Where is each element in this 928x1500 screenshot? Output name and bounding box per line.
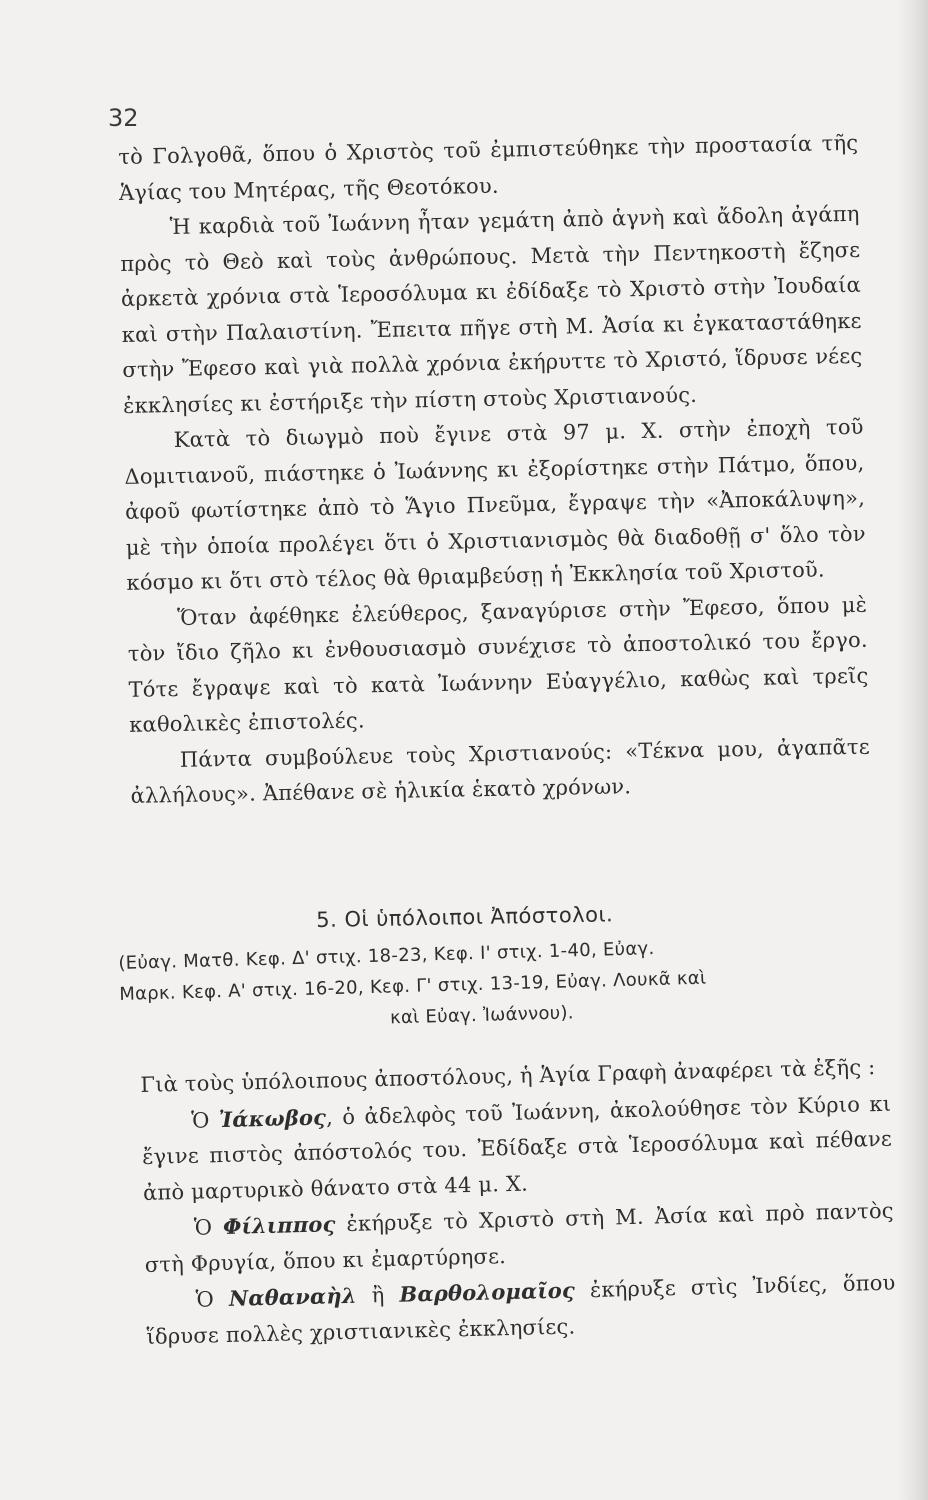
page-edge-shadow: [898, 0, 928, 1500]
reference-line: (Εὐαγ. Ματθ. Κεφ. Δ' στιχ. 18-23, Κεφ. Ι' στιχ. 1-40, Εὐαγ.: [118, 938, 655, 974]
main-text: [118, 126, 871, 815]
intro-paragraph: Γιὰ τοὺς ὑπόλοιπους ἀποστόλους, ἡ Ἁγία Γραφὴ ἀναφέρει τὰ ἑξῆς :: [140, 1055, 876, 1097]
apostle-text: ἐκήρυξε τὸ Χριστὸ στὴ Μ. Ἀσία καὶ πρὸ παντὸς στὴ Φρυγία, ὅπου κι ἐμαρτύρησε.: [144, 1198, 895, 1277]
section-heading: 5. Οἱ ὑπόλοιποι Ἀπόστολοι.: [316, 902, 614, 932]
apostle-name: Ναθαναὴλ: [228, 1282, 358, 1311]
reference-line: Μαρκ. Κεφ. Α' στιχ. 16-20, Κεφ. Γ' στιχ. 13-19, Εὐαγ. Λουκᾶ καὶ: [119, 967, 707, 1005]
apostle-prefix: Ὁ: [195, 1286, 230, 1312]
apostle-name: Ἰάκωβος: [218, 1103, 327, 1132]
apostle-prefix: Ὁ: [193, 1215, 224, 1240]
paragraph: τὸ Γολγοθᾶ, ὅπου ὁ Χριστὸς τοῦ ἐμπιστεύθηκε τὴν προστασία τῆς Ἁγίας του Μητέρας, τῆς Θεοτόκου.: [118, 130, 859, 205]
apostle-text: ἐκήρυξε στὶς Ἰνδίες, ὅπου ἵδρυσε πολλὲς χριστιανικὲς ἐκκλησίες.: [146, 1270, 896, 1349]
paragraph: Ὅταν ἀφέθηκε ἐλεύθερος, ξαναγύρισε στὴν Ἔφεσο, ὅπου μὲ τὸν ἴδιο ζῆλο κι ἐνθουσιασμὸ συνέχισε τὸ ἀποστολικό του ἔργο. Τότε ἔγραψε καὶ τὸ κατὰ Ἰωάννην Εὐαγγέλιο, καθὼς καὶ τρεῖς καθολικὲς ἐπιστολές.: [127, 592, 869, 737]
apostle-name-alt: Βαρθολομαῖος: [399, 1277, 576, 1307]
apostles-text: [140, 1050, 897, 1355]
apostle-prefix: Ὁ: [190, 1107, 220, 1133]
paragraph: Ἡ καρδιὰ τοῦ Ἰωάννη ἦταν γεμάτη ἀπὸ ἁγνὴ καὶ ἄδολη ἀγάπη πρὸς τὸ Θεὸ καὶ τοὺς ἀνθρώπους. Μετὰ τὴν Πεντηκοστὴ ἔζησε ἀρκετὰ χρόνια στὰ Ἱεροσόλυμα κι ἐδίδαξε τὸ Χριστὸ στὴν Ἰουδαία καὶ στὴν Παλαιστίνη. Ἔπειτα πῆγε στὴ Μ. Ἀσία κι ἐγκαταστάθηκε στὴν Ἔφεσο καὶ γιὰ πολλὰ χρόνια ἐκήρυττε τὸ Χριστό, ἵδρυσε νέες ἐκκλησίες κι ἐστήριξε τὴν πίστη στοὺς Χριστιανούς.: [120, 201, 863, 418]
paragraph: Πάντα συμβούλευε τοὺς Χριστιανούς: «Τέκνα μου, ἀγαπᾶτε ἀλλήλους». Ἀπέθανε σὲ ἡλικία ἑκατὸ χρόνων.: [130, 734, 871, 808]
scripture-references: [118, 927, 890, 1041]
apostle-name: Φίλιππος: [222, 1211, 336, 1240]
reference-line: καὶ Εὐαγ. Ἰωάννου).: [389, 1002, 575, 1029]
apostle-mid: ἢ: [356, 1282, 400, 1308]
apostle-paragraph: [141, 1085, 893, 1211]
paragraph: Κατὰ τὸ διωγμὸ ποὺ ἔγινε στὰ 97 μ. Χ. στὴν ἐποχὴ τοῦ Δομιτιανοῦ, πιάστηκε ὁ Ἰωάννης κι ἐξορίστηκε στὴν Πάτμο, ὅπου, ἀφοῦ φωτίστηκε ἀπὸ τὸ Ἅγιο Πνεῦμα, ἔγραψε τὴν «Ἀποκάλυψη», μὲ τὴν ὁποία προλέγει ὅτι ὁ Χριστιανισμὸς θὰ διαδοθῇ σ' ὅλο τὸν κόσμο κι ὅτι στὸ τέλος θὰ θριαμβεύσῃ ἡ Ἐκκλησία τοῦ Χριστοῦ.: [124, 414, 866, 595]
apostle-text: , ὁ ἀδελφὸς τοῦ Ἰωάννη, ἀκολούθησε τὸν Κύριο κι ἔγινε πιστὸς ἀπόστολός του. Ἐδίδαξε στὰ Ἱεροσόλυμα καὶ πέθανε ἀπὸ μαρτυρικὸ θάνατο στὰ 44 μ. Χ.: [141, 1091, 893, 1205]
page-number: 32: [108, 104, 139, 132]
